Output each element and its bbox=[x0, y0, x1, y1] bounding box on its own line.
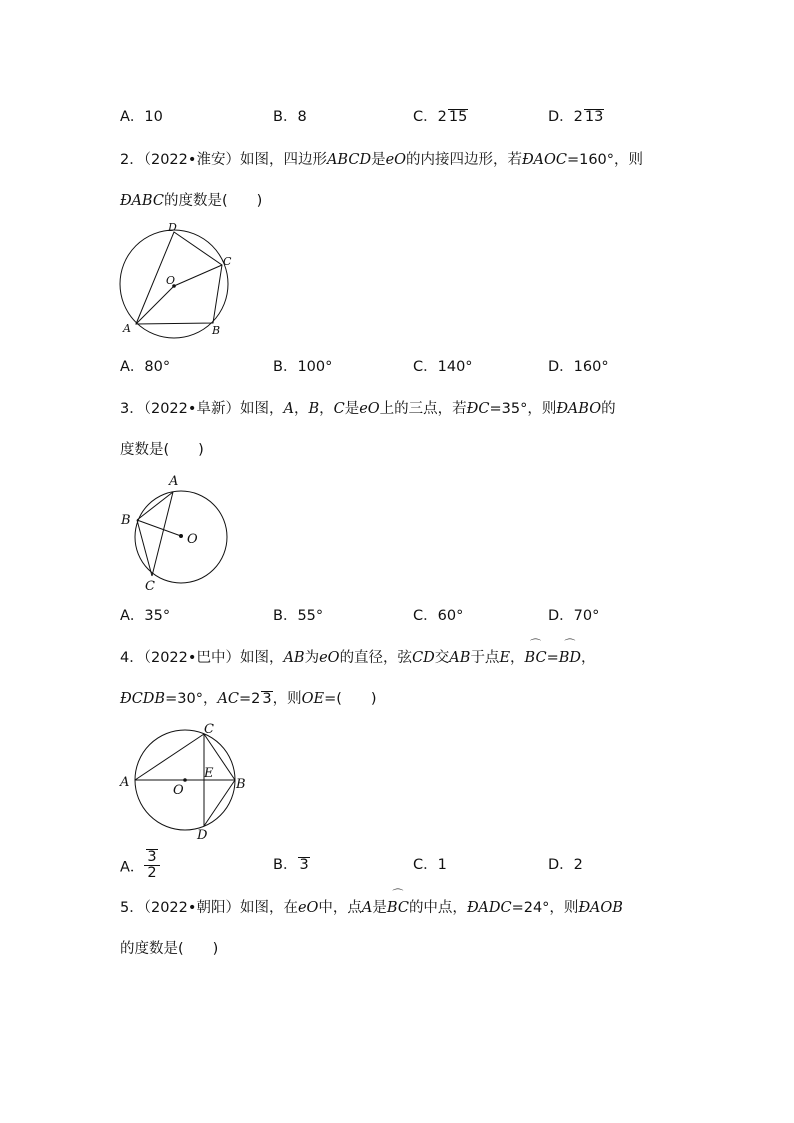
q4-label-d: D bbox=[197, 828, 208, 843]
q4-stem-line1: 4．（2022•巴中）如图，AB为eO的直径，弦CD交AB于点E，⌒ BC=⌒ BD， bbox=[0, 648, 794, 668]
q5-stem-line2: 的度数是( ) bbox=[120, 941, 219, 957]
q4-b-sqrt: 3 bbox=[299, 857, 309, 873]
q3-stem-line2: 度数是( ) bbox=[120, 442, 204, 458]
q2-option-c: C．140° bbox=[413, 359, 473, 375]
q2-label-b: B bbox=[212, 324, 221, 337]
q4-label-o: O bbox=[173, 783, 184, 798]
q2-option-b: B．100° bbox=[273, 359, 333, 375]
q5-source: （2022•朝阳） bbox=[143, 900, 240, 916]
q2-figure bbox=[110, 218, 240, 342]
q5-arc-bc: ⌒ BC bbox=[387, 898, 409, 918]
q3-source: （2022•阜新） bbox=[143, 401, 240, 417]
q3-label-a: A bbox=[169, 474, 179, 489]
q4-arc-bd: ⌒ BD bbox=[559, 648, 581, 668]
q4-option-a-fraction: $\frac{3}{2}$ bbox=[144, 849, 159, 880]
q4-option-a: A． $\frac{3}{2}$ bbox=[120, 855, 160, 880]
q1-option-a: A．10 bbox=[120, 109, 163, 125]
q2-label-o: O bbox=[166, 274, 176, 287]
q1-option-d: D．2 13 bbox=[548, 109, 604, 125]
q3-option-d: D．70° bbox=[548, 608, 600, 624]
q4-label-a: A bbox=[120, 775, 130, 790]
q1-option-b: B．8 bbox=[273, 109, 307, 125]
q4-option-c: C．1 bbox=[413, 857, 447, 873]
q2-options bbox=[0, 357, 794, 377]
q4-number: 4． bbox=[120, 650, 144, 666]
q4-figure bbox=[115, 718, 255, 848]
q4-options bbox=[0, 849, 794, 881]
q3-number: 3． bbox=[120, 401, 144, 417]
q4-arc-bc: ⌒ BC bbox=[525, 648, 547, 668]
q4-ac-sqrt: 3 bbox=[262, 691, 272, 707]
q3-label-o: O bbox=[187, 532, 198, 547]
q4-option-d: D．2 bbox=[548, 857, 583, 873]
q2-label-a: A bbox=[123, 322, 131, 335]
q2-label-c: C bbox=[223, 255, 232, 268]
q3-option-a: A．35° bbox=[120, 608, 171, 624]
q1-c-sqrt: 15 bbox=[448, 109, 468, 125]
q2-label-d: D bbox=[168, 221, 177, 234]
q2-stem-line2: ÐABC的度数是( ) bbox=[120, 193, 263, 209]
q1-options bbox=[0, 107, 794, 127]
q5-stem-line1: 5．（2022•朝阳）如图，在eO中，点A是⌒ BC的中点，ÐADC=24°，则ÐAOB bbox=[0, 898, 794, 918]
q4-label-b: B bbox=[236, 777, 246, 792]
q4-stem-line2: ÐCDB=30°，AC=2 3，则OE=( ) bbox=[120, 691, 377, 707]
q1-option-c: C．2 15 bbox=[413, 109, 468, 125]
q4-label-c: C bbox=[204, 722, 214, 737]
q4-source: （2022•巴中） bbox=[143, 650, 240, 666]
q3-label-b: B bbox=[121, 513, 131, 528]
q2-option-d: D．160° bbox=[548, 359, 609, 375]
q3-figure bbox=[115, 470, 235, 595]
q5-number: 5． bbox=[120, 900, 144, 916]
q2-source: （2022•淮安） bbox=[143, 152, 240, 168]
q2-option-a: A．80° bbox=[120, 359, 171, 375]
q2-stem-line1: 2．（2022•淮安）如图，四边形ABCD是eO的内接四边形，若ÐAOC=160°，则 bbox=[120, 152, 644, 168]
q4-label-e: E bbox=[204, 766, 214, 781]
q3-stem-line1: 3．（2022•阜新）如图，A，B，C是eO上的三点，若ÐC=35°，则ÐABO的 bbox=[120, 401, 616, 417]
q3-options bbox=[0, 606, 794, 626]
q4-option-b: B． 3 bbox=[273, 857, 309, 873]
q3-option-c: C．60° bbox=[413, 608, 464, 624]
q1-d-sqrt: 13 bbox=[584, 109, 604, 125]
q3-option-b: B．55° bbox=[273, 608, 324, 624]
q3-label-c: C bbox=[145, 579, 155, 594]
q2-number: 2． bbox=[120, 152, 144, 168]
